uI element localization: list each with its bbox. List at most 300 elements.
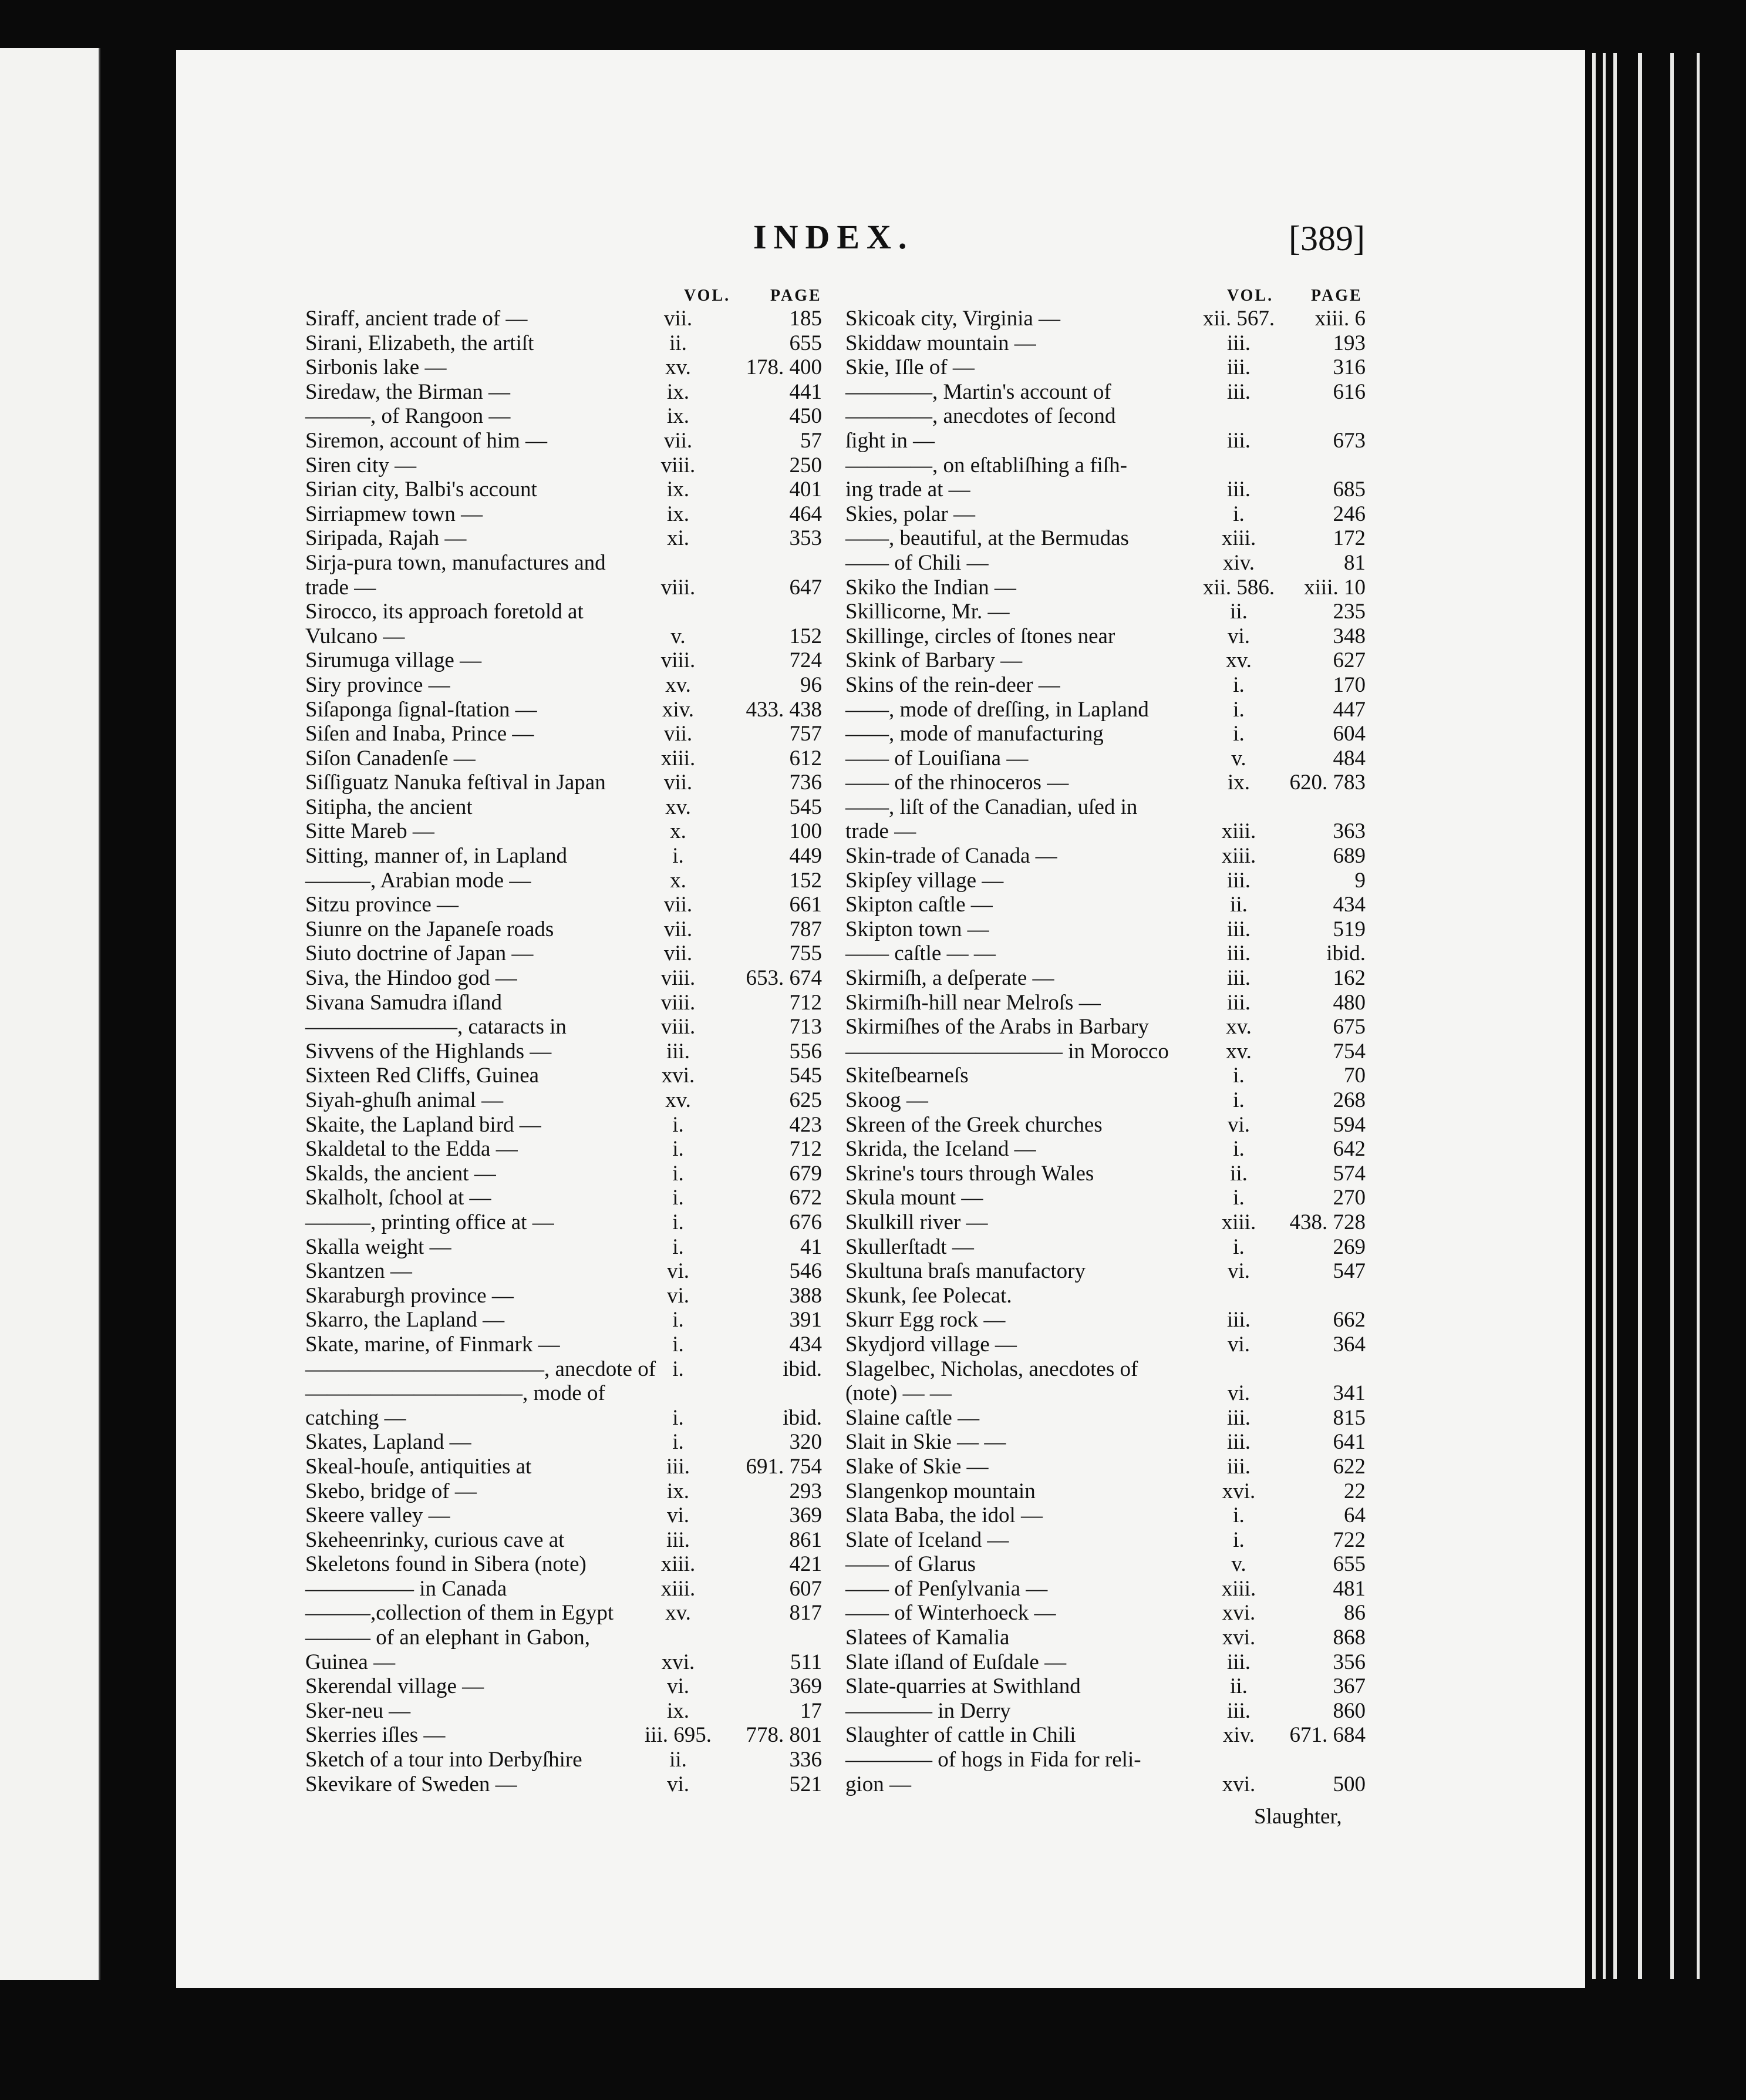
page-reference: xiii. 10 [1304, 575, 1366, 600]
index-entry: Sitzu province — [305, 893, 459, 917]
volume-number: vi. [666, 1259, 690, 1284]
page-reference: 369 [789, 1503, 822, 1528]
page-reference: 441 [789, 379, 822, 404]
index-entry: ——, beautiful, at the Bermudas [845, 526, 1129, 551]
page-reference: 369 [789, 1674, 822, 1699]
previous-page-edge [0, 48, 100, 1980]
index-entry: Slait in Skie — — [845, 1430, 1006, 1455]
page-reference: xiii. 6 [1314, 307, 1366, 331]
page-reference: 500 [1333, 1772, 1366, 1796]
page-reference: 622 [1333, 1454, 1366, 1479]
volume-number: xv. [665, 1088, 691, 1112]
page-edge [1603, 53, 1606, 1979]
volume-number: xvi. [1222, 1772, 1256, 1796]
index-entry: Skipton caſtle — [845, 893, 993, 917]
index-entry: ——, liſt of the Canadian, uſed in [845, 795, 1138, 819]
index-entry: ——————————, mode of [305, 1381, 605, 1406]
page-reference: 185 [789, 307, 822, 331]
page-reference: 736 [789, 770, 822, 795]
page-reference: 671. 684 [1289, 1723, 1366, 1748]
page-reference: 484 [1333, 746, 1366, 770]
index-entry: Sirocco, its approach foretold at [305, 600, 584, 624]
page-reference: 722 [1333, 1527, 1366, 1552]
index-entry: —— of Glarus [845, 1552, 976, 1577]
volume-number: i. [1233, 502, 1245, 526]
index-entry: Skirmiſh-hill near Melroſs — [845, 990, 1101, 1015]
index-entry: Skeere valley — [305, 1503, 450, 1528]
page-reference: 521 [789, 1772, 822, 1796]
page-reference: 64 [1344, 1503, 1366, 1528]
page-reference: 691. 754 [746, 1454, 822, 1479]
volume-number: i. [1233, 722, 1245, 746]
page-reference: 724 [789, 648, 822, 673]
volume-number: iii. [666, 1454, 690, 1479]
index-entry: ——, mode of manufacturing [845, 722, 1104, 746]
volume-number: iii. [1226, 1698, 1251, 1723]
volume-number: i. [1233, 1527, 1245, 1552]
volume-number: viii. [660, 575, 696, 600]
index-entry: Skrine's tours through Wales [845, 1161, 1094, 1186]
volume-number: xv. [665, 672, 691, 697]
volume-number: xiv. [1222, 550, 1255, 575]
volume-number: i. [1233, 1234, 1245, 1259]
volume-number: vii. [663, 307, 693, 331]
volume-number: iii. 695. [644, 1723, 712, 1748]
volume-number: ii. [669, 331, 687, 355]
volume-number: iii. [1226, 1405, 1251, 1430]
volume-number: vii. [663, 893, 693, 917]
volume-number: vi. [666, 1772, 690, 1796]
volume-number: x. [670, 819, 686, 844]
volume-number: i. [672, 844, 684, 869]
index-entry: Siva, the Hindoo god — [305, 966, 517, 991]
index-entry: —— of Winterhoeck — [845, 1601, 1056, 1626]
page-reference: 511 [790, 1650, 822, 1674]
volume-number: iii. [1226, 1308, 1251, 1332]
index-entry: —— of Chili — [845, 550, 989, 575]
page-reference: 712 [789, 990, 822, 1015]
page-reference: 341 [1333, 1381, 1366, 1406]
volume-number: xii. 567. [1202, 307, 1275, 331]
page-reference: 81 [1344, 550, 1366, 575]
page-reference: 594 [1333, 1112, 1366, 1137]
index-entry: Slake of Skie — [845, 1454, 989, 1479]
page-reference: 676 [789, 1210, 822, 1234]
index-entry: —— of Penſylvania — [845, 1576, 1048, 1601]
index-entry: Sitting, manner of, in Lapland [305, 844, 567, 869]
index-entry: Slate-quarries at Swithland [845, 1674, 1081, 1699]
volume-number: i. [672, 1137, 684, 1162]
volume-number: i. [1233, 672, 1245, 697]
page-reference: 604 [1333, 722, 1366, 746]
volume-number: iii. [1226, 917, 1251, 941]
index-entry: ————, Martin's account of [845, 379, 1111, 404]
page-reference: 519 [1333, 917, 1366, 941]
volume-number: xvi. [1222, 1601, 1256, 1626]
index-entry: Skunk, ſee Polecat. [845, 1283, 1012, 1308]
page-reference: 388 [789, 1283, 822, 1308]
volume-number: iii. [1226, 1430, 1251, 1455]
index-entry: Skiteſbearneſs [845, 1064, 969, 1088]
volume-number: vii. [663, 917, 693, 941]
page-reference: 607 [789, 1576, 822, 1601]
volume-number: ix. [666, 404, 690, 429]
index-entry: ——— of an elephant in Gabon, [305, 1626, 590, 1650]
index-entry: Slate iſland of Euſdale — [845, 1650, 1067, 1674]
page-reference: 612 [789, 746, 822, 770]
index-entry: Sirbonis lake — [305, 355, 447, 380]
page-reference: 712 [789, 1137, 822, 1162]
volume-number: v. [670, 624, 686, 648]
volume-number: ix. [666, 502, 690, 526]
volume-number: vi. [666, 1674, 690, 1699]
index-entry: Skerries iſles — [305, 1723, 446, 1748]
index-entry: Skipſey village — [845, 868, 1004, 893]
page-reference: 96 [800, 672, 822, 697]
volume-number: iii. [666, 1039, 690, 1064]
volume-number: xiii. [660, 1576, 696, 1601]
index-entry: —— of the rhinoceros — [845, 770, 1069, 795]
volume-number: xv. [665, 355, 691, 380]
page-reference: 689 [1333, 844, 1366, 869]
volume-number: xv. [1226, 1015, 1252, 1039]
page-reference: 627 [1333, 648, 1366, 673]
volume-number: ix. [666, 1479, 690, 1503]
index-entry: Skiko the Indian — [845, 575, 1016, 600]
volume-number: ii. [669, 1748, 687, 1772]
index-entry: —— caſtle — — [845, 941, 996, 966]
volume-number: iii. [1226, 966, 1251, 991]
volume-number: xiv. [662, 697, 695, 722]
page-reference: 672 [789, 1186, 822, 1210]
page-reference: 661 [789, 893, 822, 917]
right-page-header: PAGE [1311, 287, 1363, 305]
index-entry: Siuto doctrine of Japan — [305, 941, 534, 966]
index-entry: Skiddaw mountain — [845, 331, 1036, 355]
page-reference: 293 [789, 1479, 822, 1503]
index-entry: Slate of Iceland — [845, 1527, 1009, 1552]
page-reference: 336 [789, 1748, 822, 1772]
page-reference: 320 [789, 1430, 822, 1455]
index-entry: Sirian city, Balbi's account [305, 477, 537, 502]
volume-number: iii. [1226, 331, 1251, 355]
index-entry: Sivvens of the Highlands — [305, 1039, 552, 1064]
page-edge [1697, 53, 1700, 1979]
volume-number: iii. [1226, 355, 1251, 380]
volume-number: xvi. [661, 1650, 695, 1674]
page-reference: 170 [1333, 672, 1366, 697]
page-reference: 545 [789, 795, 822, 819]
volume-number: iii. [1226, 990, 1251, 1015]
volume-number: xv. [665, 1601, 691, 1626]
index-entry: Skirmiſhes of the Arabs in Barbary [845, 1015, 1149, 1039]
volume-number: vii. [663, 722, 693, 746]
index-entry: Skeheenrinky, curious cave at [305, 1527, 565, 1552]
index-entry: Skoog — [845, 1088, 928, 1112]
index-entry: Skreen of the Greek churches [845, 1112, 1103, 1137]
volume-number: ii. [1230, 1161, 1248, 1186]
index-entry: Sirja-pura town, manufactures and [305, 550, 606, 575]
index-entry: Skillinge, circles of ſtones near [845, 624, 1115, 648]
index-entry: Skink of Barbary — [845, 648, 1023, 673]
page-reference: 363 [1333, 819, 1366, 844]
index-entry: Siraff, ancient trade of — [305, 307, 528, 331]
index-entry: Skerendal village — [305, 1674, 484, 1699]
page-edge [1613, 53, 1617, 1979]
page-reference: 653. 674 [746, 966, 822, 991]
volume-number: i. [672, 1405, 684, 1430]
index-entry: Siſon Canadenſe — [305, 746, 476, 770]
left-vol-header: VOL. [684, 287, 731, 305]
volume-number: vi. [666, 1283, 690, 1308]
index-entry: Skates, Lapland — [305, 1430, 471, 1455]
page-reference: 22 [1344, 1479, 1366, 1503]
index-entry: Sitte Mareb — [305, 819, 434, 844]
index-entry: Skate, marine, of Finmark — [305, 1332, 560, 1357]
page-reference: 861 [789, 1527, 822, 1552]
volume-number: iii. [1226, 941, 1251, 966]
index-entry: Skirmiſh, a deſperate — [845, 966, 1054, 991]
page-reference: 641 [1333, 1430, 1366, 1455]
page-reference: 70 [1344, 1064, 1366, 1088]
page-reference: 868 [1333, 1626, 1366, 1650]
page-reference: 778. 801 [746, 1723, 822, 1748]
page-reference: 642 [1333, 1137, 1366, 1162]
index-entry: Siren city — [305, 453, 417, 477]
index-entry: Siſſiguatz Nanuka feſtival in Japan [305, 770, 606, 795]
volume-number: vi. [1227, 1112, 1250, 1137]
index-entry: Slaughter of cattle in Chili [845, 1723, 1076, 1748]
page-reference: 178. 400 [746, 355, 822, 380]
index-entry: Siredaw, the Birman — [305, 379, 511, 404]
page-reference: 152 [789, 868, 822, 893]
page-reference: 356 [1333, 1650, 1366, 1674]
volume-number: xi. [666, 526, 690, 551]
page-reference: 625 [789, 1088, 822, 1112]
index-entry: Skaite, the Lapland bird — [305, 1112, 541, 1137]
volume-number: xiii. [660, 746, 696, 770]
index-entry: ſight in — [845, 428, 935, 453]
page-reference: ibid. [1326, 941, 1366, 966]
volume-number: vii. [663, 770, 693, 795]
page-reference: 574 [1333, 1161, 1366, 1186]
index-entry: Skantzen — [305, 1259, 412, 1284]
page-reference: 434 [1333, 893, 1366, 917]
page-reference: 348 [1333, 624, 1366, 648]
page-reference: 450 [789, 404, 822, 429]
page-reference: 434 [789, 1332, 822, 1357]
volume-number: xvi. [1222, 1626, 1256, 1650]
volume-number: vi. [1227, 1259, 1250, 1284]
volume-number: xv. [1226, 1039, 1252, 1064]
page-reference: 620. 783 [1289, 770, 1366, 795]
page-edge [1592, 53, 1596, 1979]
index-entry: Siremon, account of him — [305, 428, 548, 453]
index-entry: ing trade at — [845, 477, 970, 502]
index-entry: ———————————, anecdote of [305, 1357, 656, 1381]
page-reference: 675 [1333, 1015, 1366, 1039]
page-title: INDEX. [753, 218, 914, 256]
page-reference: 481 [1333, 1576, 1366, 1601]
page-reference: 655 [789, 331, 822, 355]
index-entry: Sixteen Red Cliffs, Guinea [305, 1064, 540, 1088]
page-reference: 662 [1333, 1308, 1366, 1332]
volume-number: xii. 586. [1202, 575, 1275, 600]
index-entry: Siſen and Inaba, Prince — [305, 722, 534, 746]
volume-number: vii. [663, 941, 693, 966]
volume-number: i. [1233, 1137, 1245, 1162]
page-reference: ibid. [783, 1357, 822, 1381]
page-reference: 449 [789, 844, 822, 869]
page-number: [389] [1289, 219, 1365, 258]
volume-number: viii. [660, 990, 696, 1015]
index-entry: Skulkill river — [845, 1210, 988, 1234]
index-entry: Sivana Samudra iſland [305, 990, 502, 1015]
page-reference: 679 [789, 1161, 822, 1186]
page-reference: 685 [1333, 477, 1366, 502]
left-page-header: PAGE [770, 287, 822, 305]
volume-number: vi. [1227, 1332, 1250, 1357]
volume-number: i. [1233, 1064, 1245, 1088]
page-reference: 421 [789, 1552, 822, 1577]
index-entry: Sirani, Elizabeth, the artiſt [305, 331, 534, 355]
volume-number: xvi. [661, 1064, 695, 1088]
index-entry: Skydjord village — [845, 1332, 1017, 1357]
index-entry: trade — [845, 819, 916, 844]
index-entry: Skurr Egg rock — [845, 1308, 1006, 1332]
index-entry: Sketch of a tour into Derbyſhire [305, 1748, 582, 1772]
index-entry: gion — [845, 1772, 912, 1796]
index-entry: —— of Louiſiana — [845, 746, 1029, 770]
page-edge [1670, 53, 1674, 1979]
volume-number: ii. [1230, 1674, 1248, 1699]
index-entry: Skrida, the Iceland — [845, 1137, 1036, 1162]
page-reference: 172 [1333, 526, 1366, 551]
index-entry: Slata Baba, the idol — [845, 1503, 1043, 1528]
page-reference: 556 [789, 1039, 822, 1064]
volume-number: i. [672, 1357, 684, 1381]
index-entry: ————, on eſtabliſhing a fiſh- [845, 453, 1127, 477]
page-edge [1638, 53, 1642, 1979]
volume-number: viii. [660, 453, 696, 477]
volume-number: xiii. [1221, 844, 1256, 869]
index-entry: Skipton town — [845, 917, 989, 941]
page-reference: 235 [1333, 600, 1366, 624]
page-reference: 316 [1333, 355, 1366, 380]
volume-number: i. [1233, 1503, 1245, 1528]
index-entry: ———, Arabian mode — [305, 868, 531, 893]
catchword: Slaughter, [1254, 1805, 1342, 1829]
page-reference: 268 [1333, 1088, 1366, 1112]
page-reference: 401 [789, 477, 822, 502]
index-entry: trade — [305, 575, 376, 600]
index-entry: Siſaponga ſignal-ſtation — [305, 697, 537, 722]
volume-number: xv. [665, 795, 691, 819]
index-entry: Slangenkop mountain [845, 1479, 1036, 1503]
page-reference: 364 [1333, 1332, 1366, 1357]
page-reference: ibid. [783, 1405, 822, 1430]
index-entry: Skaldetal to the Edda — [305, 1137, 518, 1162]
index-entry: Vulcano — [305, 624, 405, 648]
index-entry: Slagelbec, Nicholas, anecdotes of [845, 1357, 1138, 1381]
page-reference: 367 [1333, 1674, 1366, 1699]
page-reference: 647 [789, 575, 822, 600]
volume-number: ii. [1230, 600, 1248, 624]
index-entry: Siyah-ghuſh animal — [305, 1088, 504, 1112]
volume-number: xiii. [1221, 1210, 1256, 1234]
volume-number: i. [672, 1332, 684, 1357]
page-reference: 86 [1344, 1601, 1366, 1626]
page-reference: 815 [1333, 1405, 1366, 1430]
index-entry: Skula mount — [845, 1186, 983, 1210]
page-reference: 250 [789, 453, 822, 477]
volume-number: xiv. [1222, 1723, 1255, 1748]
page-reference: 423 [789, 1112, 822, 1137]
volume-number: vi. [666, 1503, 690, 1528]
page-reference: 655 [1333, 1552, 1366, 1577]
volume-number: xv. [1226, 648, 1252, 673]
page-reference: 353 [789, 526, 822, 551]
index-entry: Skaraburgh province — [305, 1283, 514, 1308]
page-reference: 860 [1333, 1698, 1366, 1723]
index-entry: ———,collection of them in Egypt [305, 1601, 614, 1626]
page-reference: 246 [1333, 502, 1366, 526]
index-entry: Guinea — [305, 1650, 396, 1674]
page-reference: 754 [1333, 1039, 1366, 1064]
page-reference: 546 [789, 1259, 822, 1284]
page-reference: 545 [789, 1064, 822, 1088]
volume-number: xiii. [1221, 819, 1256, 844]
volume-number: ix. [666, 379, 690, 404]
page-reference: 757 [789, 722, 822, 746]
index-entry: Skeletons found in Sibera (note) [305, 1552, 587, 1577]
volume-number: i. [672, 1430, 684, 1455]
index-entry: Skin-trade of Canada — [845, 844, 1057, 869]
page-reference: 17 [800, 1698, 822, 1723]
index-entry: Skullerſtadt — [845, 1234, 974, 1259]
page-reference: 817 [789, 1601, 822, 1626]
page-header [0, 217, 1746, 270]
volume-number: xvi. [1222, 1479, 1256, 1503]
index-entry: ————— in Canada [305, 1576, 507, 1601]
index-entry: Skebo, bridge of — [305, 1479, 477, 1503]
volume-number: i. [1233, 1088, 1245, 1112]
page-reference: 787 [789, 917, 822, 941]
index-entry: Skeal-houſe, antiquities at [305, 1454, 532, 1479]
index-entry: ———, of Rangoon — [305, 404, 511, 429]
page-reference: 193 [1333, 331, 1366, 355]
index-entry: Slaine caſtle — [845, 1405, 980, 1430]
right-vol-header: VOL. [1227, 287, 1274, 305]
page-reference: 447 [1333, 697, 1366, 722]
page-reference: 616 [1333, 379, 1366, 404]
index-entry: —————————— in Morocco [845, 1039, 1169, 1064]
volume-number: i. [672, 1308, 684, 1332]
volume-number: i. [1233, 1186, 1245, 1210]
index-entry: Skalholt, ſchool at — [305, 1186, 491, 1210]
volume-number: iii. [1226, 379, 1251, 404]
volume-number: iii. [666, 1527, 690, 1552]
page-reference: 713 [789, 1015, 822, 1039]
index-entry: Slatees of Kamalia [845, 1626, 1010, 1650]
volume-number: i. [1233, 697, 1245, 722]
page-reference: 9 [1354, 868, 1366, 893]
index-entry: Skie, Iſle of — [845, 355, 975, 380]
volume-number: i. [672, 1112, 684, 1137]
volume-number: vii. [663, 428, 693, 453]
index-entry: Skarro, the Lapland — [305, 1308, 505, 1332]
volume-number: xiii. [1221, 526, 1256, 551]
